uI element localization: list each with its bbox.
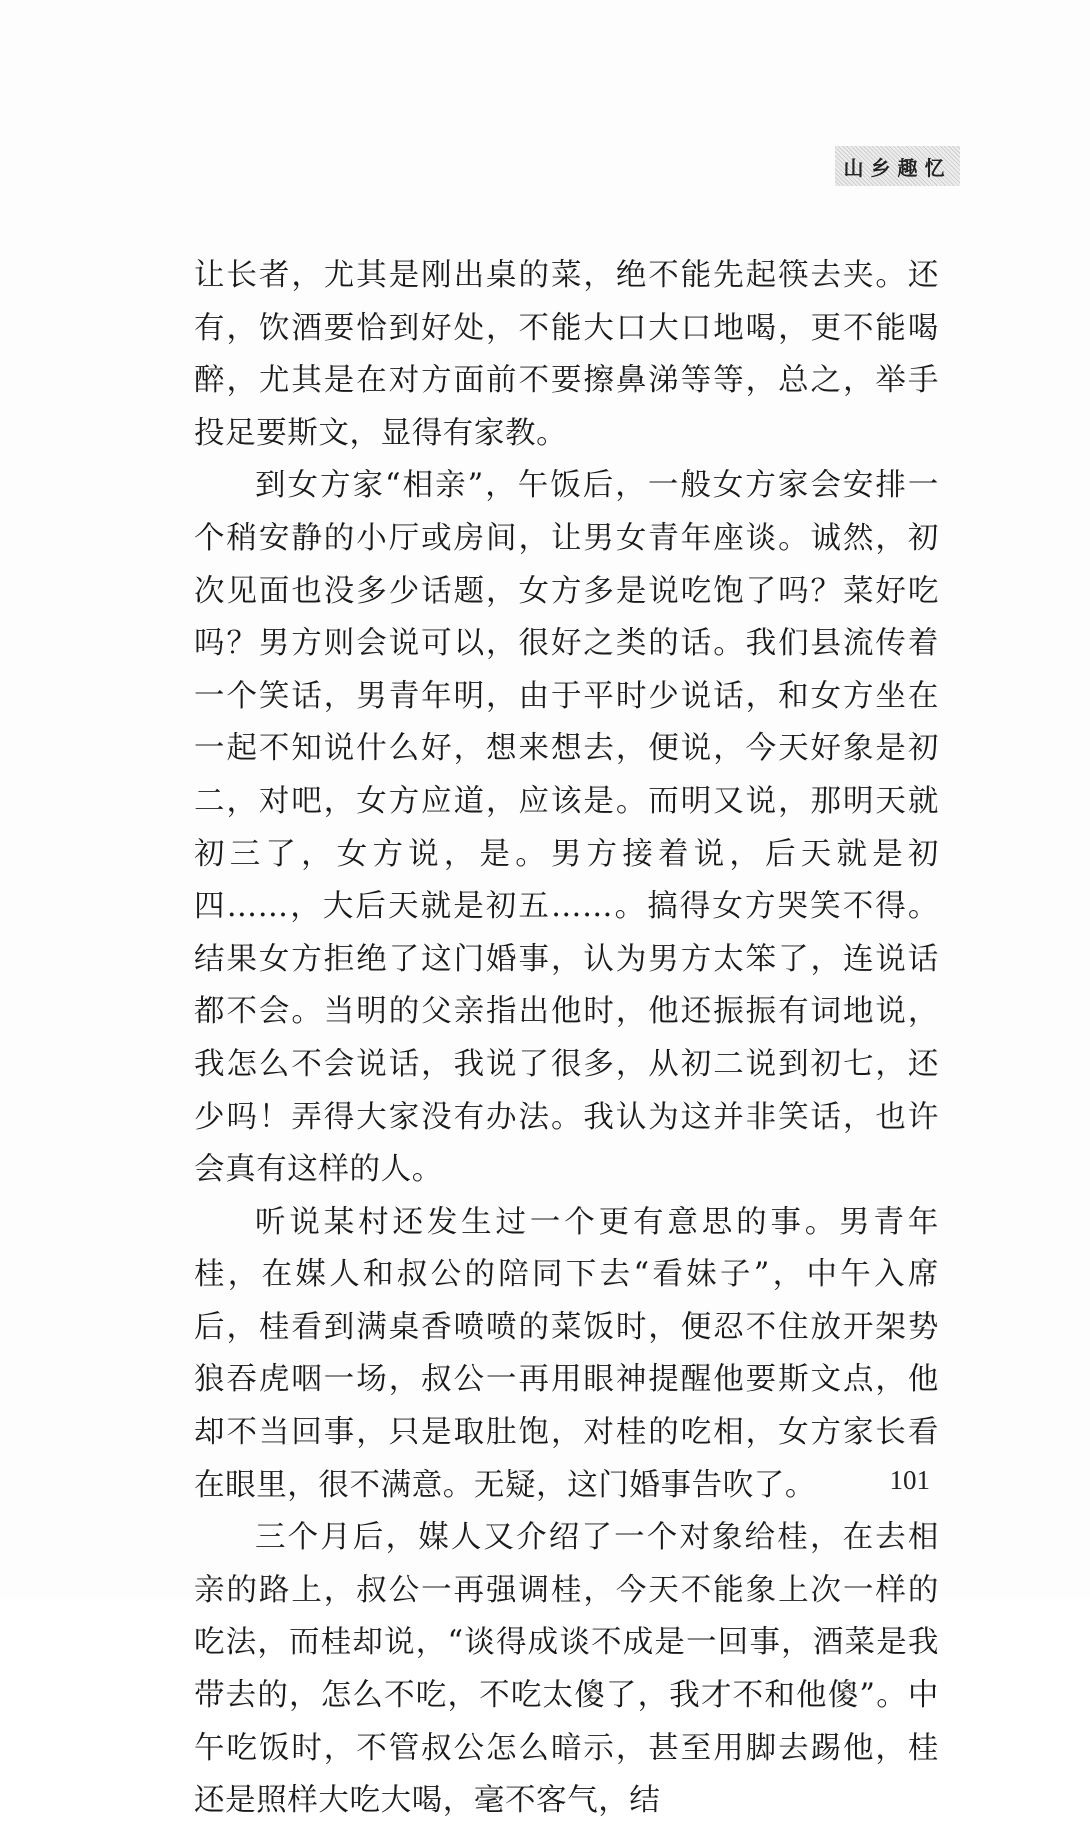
paragraph: 三个月后，媒人又介绍了一个对象给桂，在去相亲的路上，叔公一再强调桂，今天不能象上次一样的吃法，而桂却说，“谈得成谈不成是一回事，酒菜是我带去的，怎么不吃，不吃太傻了，我才不和他傻”。中午吃饭时，不管叔公怎么暗示，甚至用脚去踢他，桂还是照样大吃大喝，毫不客气，结 — [194, 1520, 939, 1819]
section-title: 山乡趣忆 — [843, 155, 952, 180]
body-text — [194, 250, 939, 1828]
running-header — [835, 146, 960, 186]
paragraph: 让长者，尤其是刚出桌的菜，绝不能先起筷去夹。还有，饮酒要恰到好处，不能大口大口地喝，更不能喝醉，尤其是在对方面前不要擦鼻涕等等，总之，举手投足要斯文，显得有家教。 — [194, 258, 939, 451]
page-number: 101 — [889, 1465, 930, 1495]
paragraph: 听说某村还发生过一个更有意思的事。男青年桂，在媒人和叔公的陪同下去“看妹子”，中午入席后，桂看到满桌香喷喷的菜饭时，便忍不住放开架势狼吞虎咽一场，叔公一再用眼神提醒他要斯文点，他却不当回事，只是取肚饱，对桂的吃相，女方家长看在眼里，很不满意。无疑，这门婚事告吹了。 — [194, 1204, 939, 1503]
paragraph: 到女方家“相亲”，午饭后，一般女方家会安排一个稍安静的小厅或房间，让男女青年座谈。诚然，初次见面也没多少话题，女方多是说吃饱了吗？菜好吃吗？男方则会说可以，很好之类的话。我们县流传着一个笑话，男青年明，由于平时少说话，和女方坐在一起不知说什么好，想来想去，便说，今天好象是初二，对吧，女方应道，应该是。而明又说，那明天就初三了，女方说，是。男方接着说，后天就是初四……，大后天就是初五……。搞得女方哭笑不得。结果女方拒绝了这门婚事，认为男方太笨了，连说话都不会。当明的父亲指出他时，他还振振有词地说，我怎么不会说话，我说了很多，从初二说到初七，还少吗！弄得大家没有办法。我认为这并非笑话，也许会真有这样的人。 — [194, 468, 939, 1188]
